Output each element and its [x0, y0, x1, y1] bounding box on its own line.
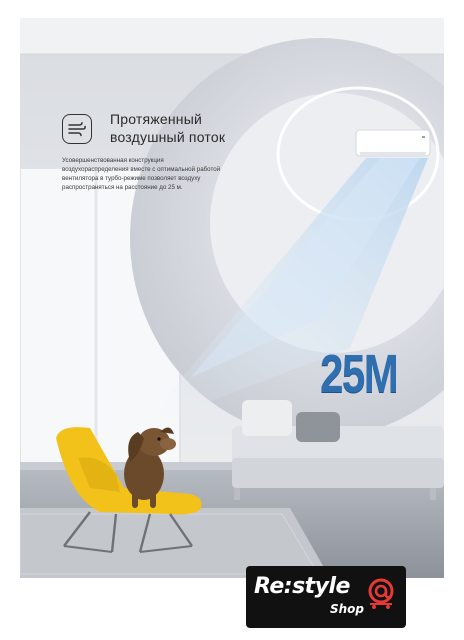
shop-badge-name: Re:style — [254, 574, 350, 599]
at-cart-icon — [364, 576, 398, 610]
poster — [20, 18, 444, 578]
air-conditioner — [356, 130, 430, 156]
room-scene — [20, 18, 444, 578]
airflow-icon — [62, 114, 92, 144]
feature-title: Протяженный воздушный поток — [110, 111, 226, 145]
feature-description: Усовершенствованная конструкция воздухораспределения вместе с оптимальной работой вентилятора в турбо-режиме позволяет воздуху распространяться на расстояние до 25 м. — [62, 157, 221, 191]
distance-label: 25M — [320, 344, 398, 404]
shop-badge-sub: Shop — [330, 602, 365, 616]
shop-badge[interactable] — [246, 566, 406, 628]
